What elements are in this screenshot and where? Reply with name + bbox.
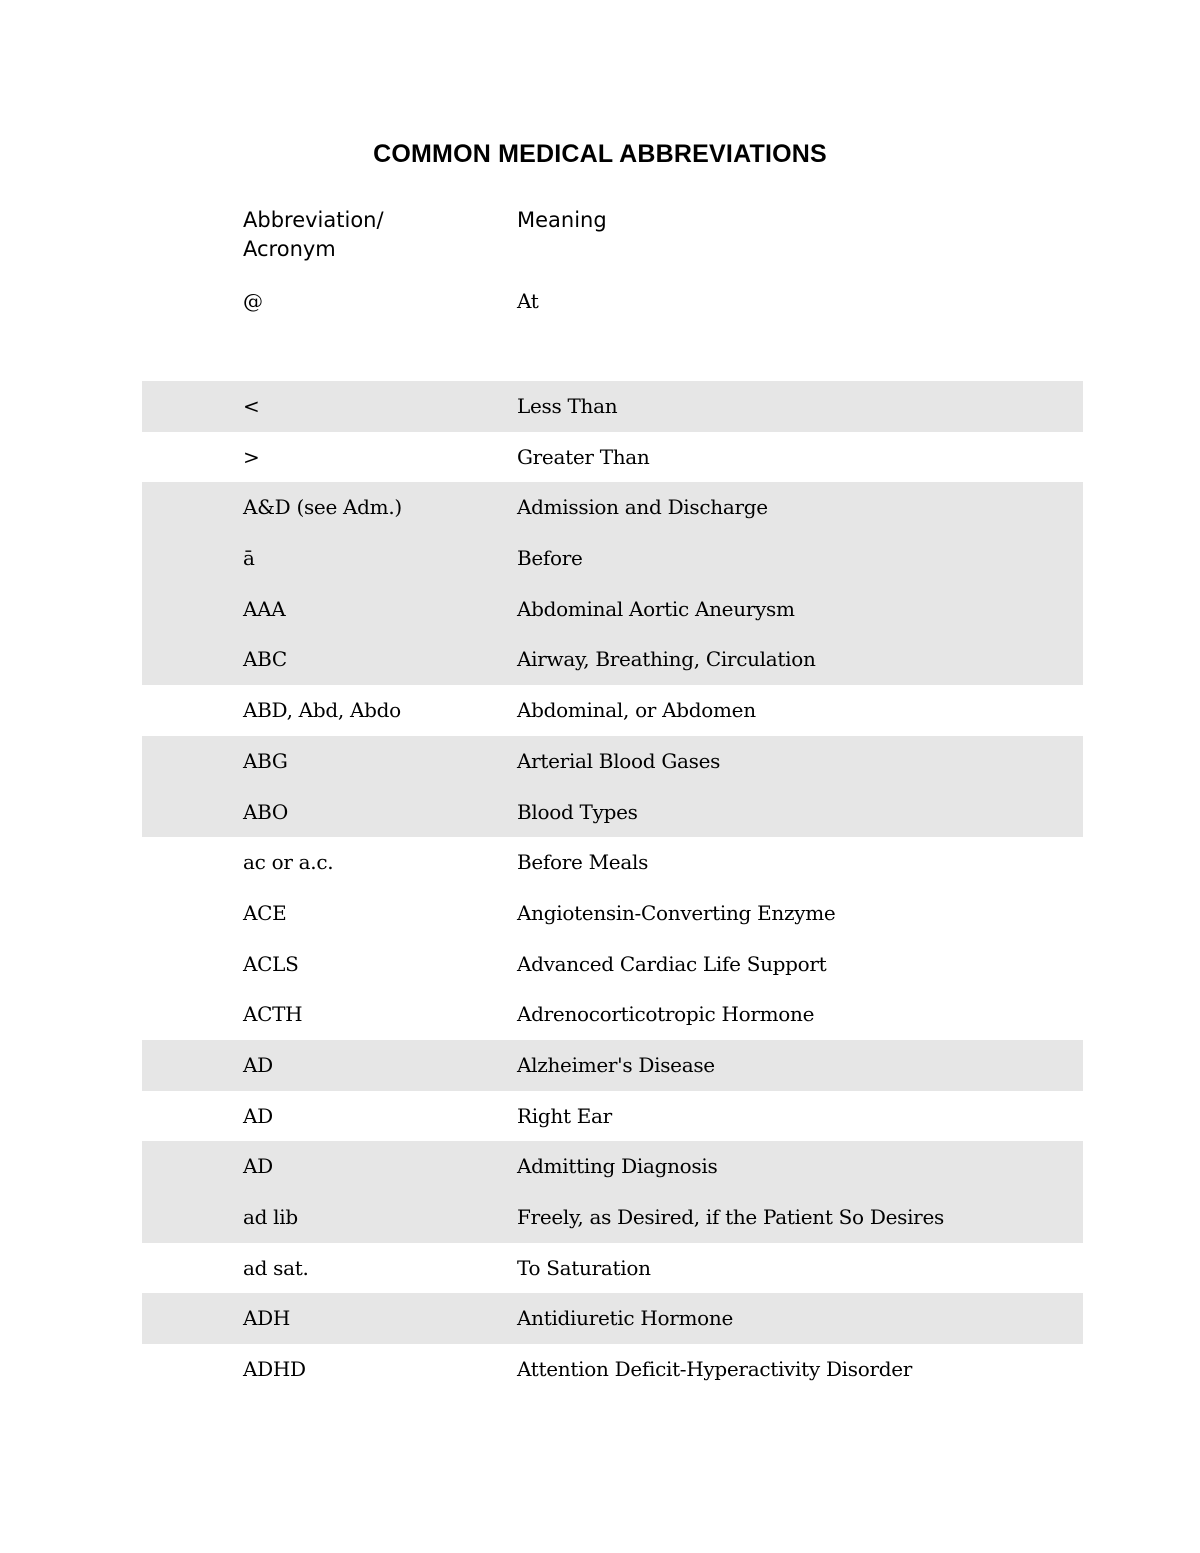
meaning-cell: Airway, Breathing, Circulation (517, 647, 816, 672)
meaning-cell: Abdominal Aortic Aneurysm (517, 596, 795, 621)
meaning-cell: Before Meals (517, 850, 649, 875)
abbreviation-table (142, 275, 1083, 1395)
abbreviation-cell: < (243, 394, 260, 418)
table-row (142, 888, 1083, 939)
abbreviation-cell: AD (243, 1103, 273, 1128)
header-abbreviation-line2: Acronym (243, 237, 336, 261)
table-row (142, 685, 1083, 736)
abbreviation-cell: ACTH (243, 1002, 303, 1027)
meaning-cell: Greater Than (517, 444, 650, 469)
abbreviation-cell: ABO (243, 799, 289, 824)
table-row (142, 837, 1083, 888)
header-abbreviation (243, 206, 463, 264)
abbreviation-cell: A&D (see Adm.) (243, 495, 402, 520)
table-row (142, 584, 1083, 635)
table-row (142, 432, 1083, 483)
header-abbreviation-line1: Abbreviation/ (243, 208, 384, 232)
table-row (142, 736, 1083, 787)
meaning-cell: Admission and Discharge (517, 495, 768, 520)
abbreviation-cell: ABD, Abd, Abdo (243, 698, 401, 723)
table-row (142, 1192, 1083, 1243)
abbreviation-cell: ADHD (243, 1357, 306, 1382)
header-meaning: Meaning (517, 208, 607, 232)
abbreviation-cell: ad sat. (243, 1255, 309, 1280)
abbreviation-cell: ADH (243, 1306, 291, 1331)
table-row (142, 634, 1083, 685)
page-title: COMMON MEDICAL ABBREVIATIONS (373, 140, 827, 168)
abbreviation-cell: AD (243, 1154, 273, 1179)
meaning-cell: Alzheimer's Disease (517, 1052, 715, 1077)
meaning-cell: Antidiuretic Hormone (517, 1306, 733, 1331)
meaning-cell: Admitting Diagnosis (517, 1154, 718, 1179)
table-row (142, 1243, 1083, 1294)
table-row (142, 1344, 1083, 1395)
table-row (142, 1141, 1083, 1192)
meaning-cell: Advanced Cardiac Life Support (517, 951, 827, 976)
abbreviation-cell: > (243, 444, 260, 469)
table-row (142, 1091, 1083, 1142)
meaning-cell: Abdominal, or Abdomen (517, 698, 756, 723)
meaning-cell: Adrenocorticotropic Hormone (517, 1002, 815, 1027)
table-row (142, 989, 1083, 1040)
meaning-cell: Right Ear (517, 1103, 612, 1128)
abbreviation-cell: ACLS (243, 951, 299, 976)
table-row (142, 939, 1083, 990)
table-row (142, 1040, 1083, 1091)
meaning-cell: Arterial Blood Gases (517, 748, 721, 773)
table-row (142, 787, 1083, 838)
abbreviation-cell: ABG (243, 748, 288, 773)
abbreviation-cell: ACE (243, 900, 287, 925)
table-row (142, 275, 1083, 381)
meaning-cell: Attention Deficit-Hyperactivity Disorder (517, 1357, 913, 1382)
meaning-cell: Less Than (517, 394, 618, 418)
table-row (142, 533, 1083, 584)
table-row (142, 482, 1083, 533)
meaning-cell: Freely, as Desired, if the Patient So Desires (517, 1205, 944, 1229)
abbreviation-cell: ac or a.c. (243, 850, 334, 875)
abbreviation-cell: ABC (243, 647, 287, 672)
abbreviation-cell: AAA (243, 596, 286, 621)
abbreviation-cell: @ (243, 289, 263, 313)
table-row (142, 1293, 1083, 1344)
meaning-cell: Before (517, 546, 583, 571)
meaning-cell: Blood Types (517, 799, 638, 824)
meaning-cell: At (517, 289, 539, 313)
meaning-cell: To Saturation (517, 1255, 651, 1280)
abbreviation-cell: ā (243, 546, 255, 571)
table-row (142, 381, 1083, 432)
table-header (142, 206, 1083, 270)
abbreviation-cell: ad lib (243, 1205, 298, 1229)
meaning-cell: Angiotensin-Converting Enzyme (517, 900, 836, 925)
abbreviation-cell: AD (243, 1052, 273, 1077)
